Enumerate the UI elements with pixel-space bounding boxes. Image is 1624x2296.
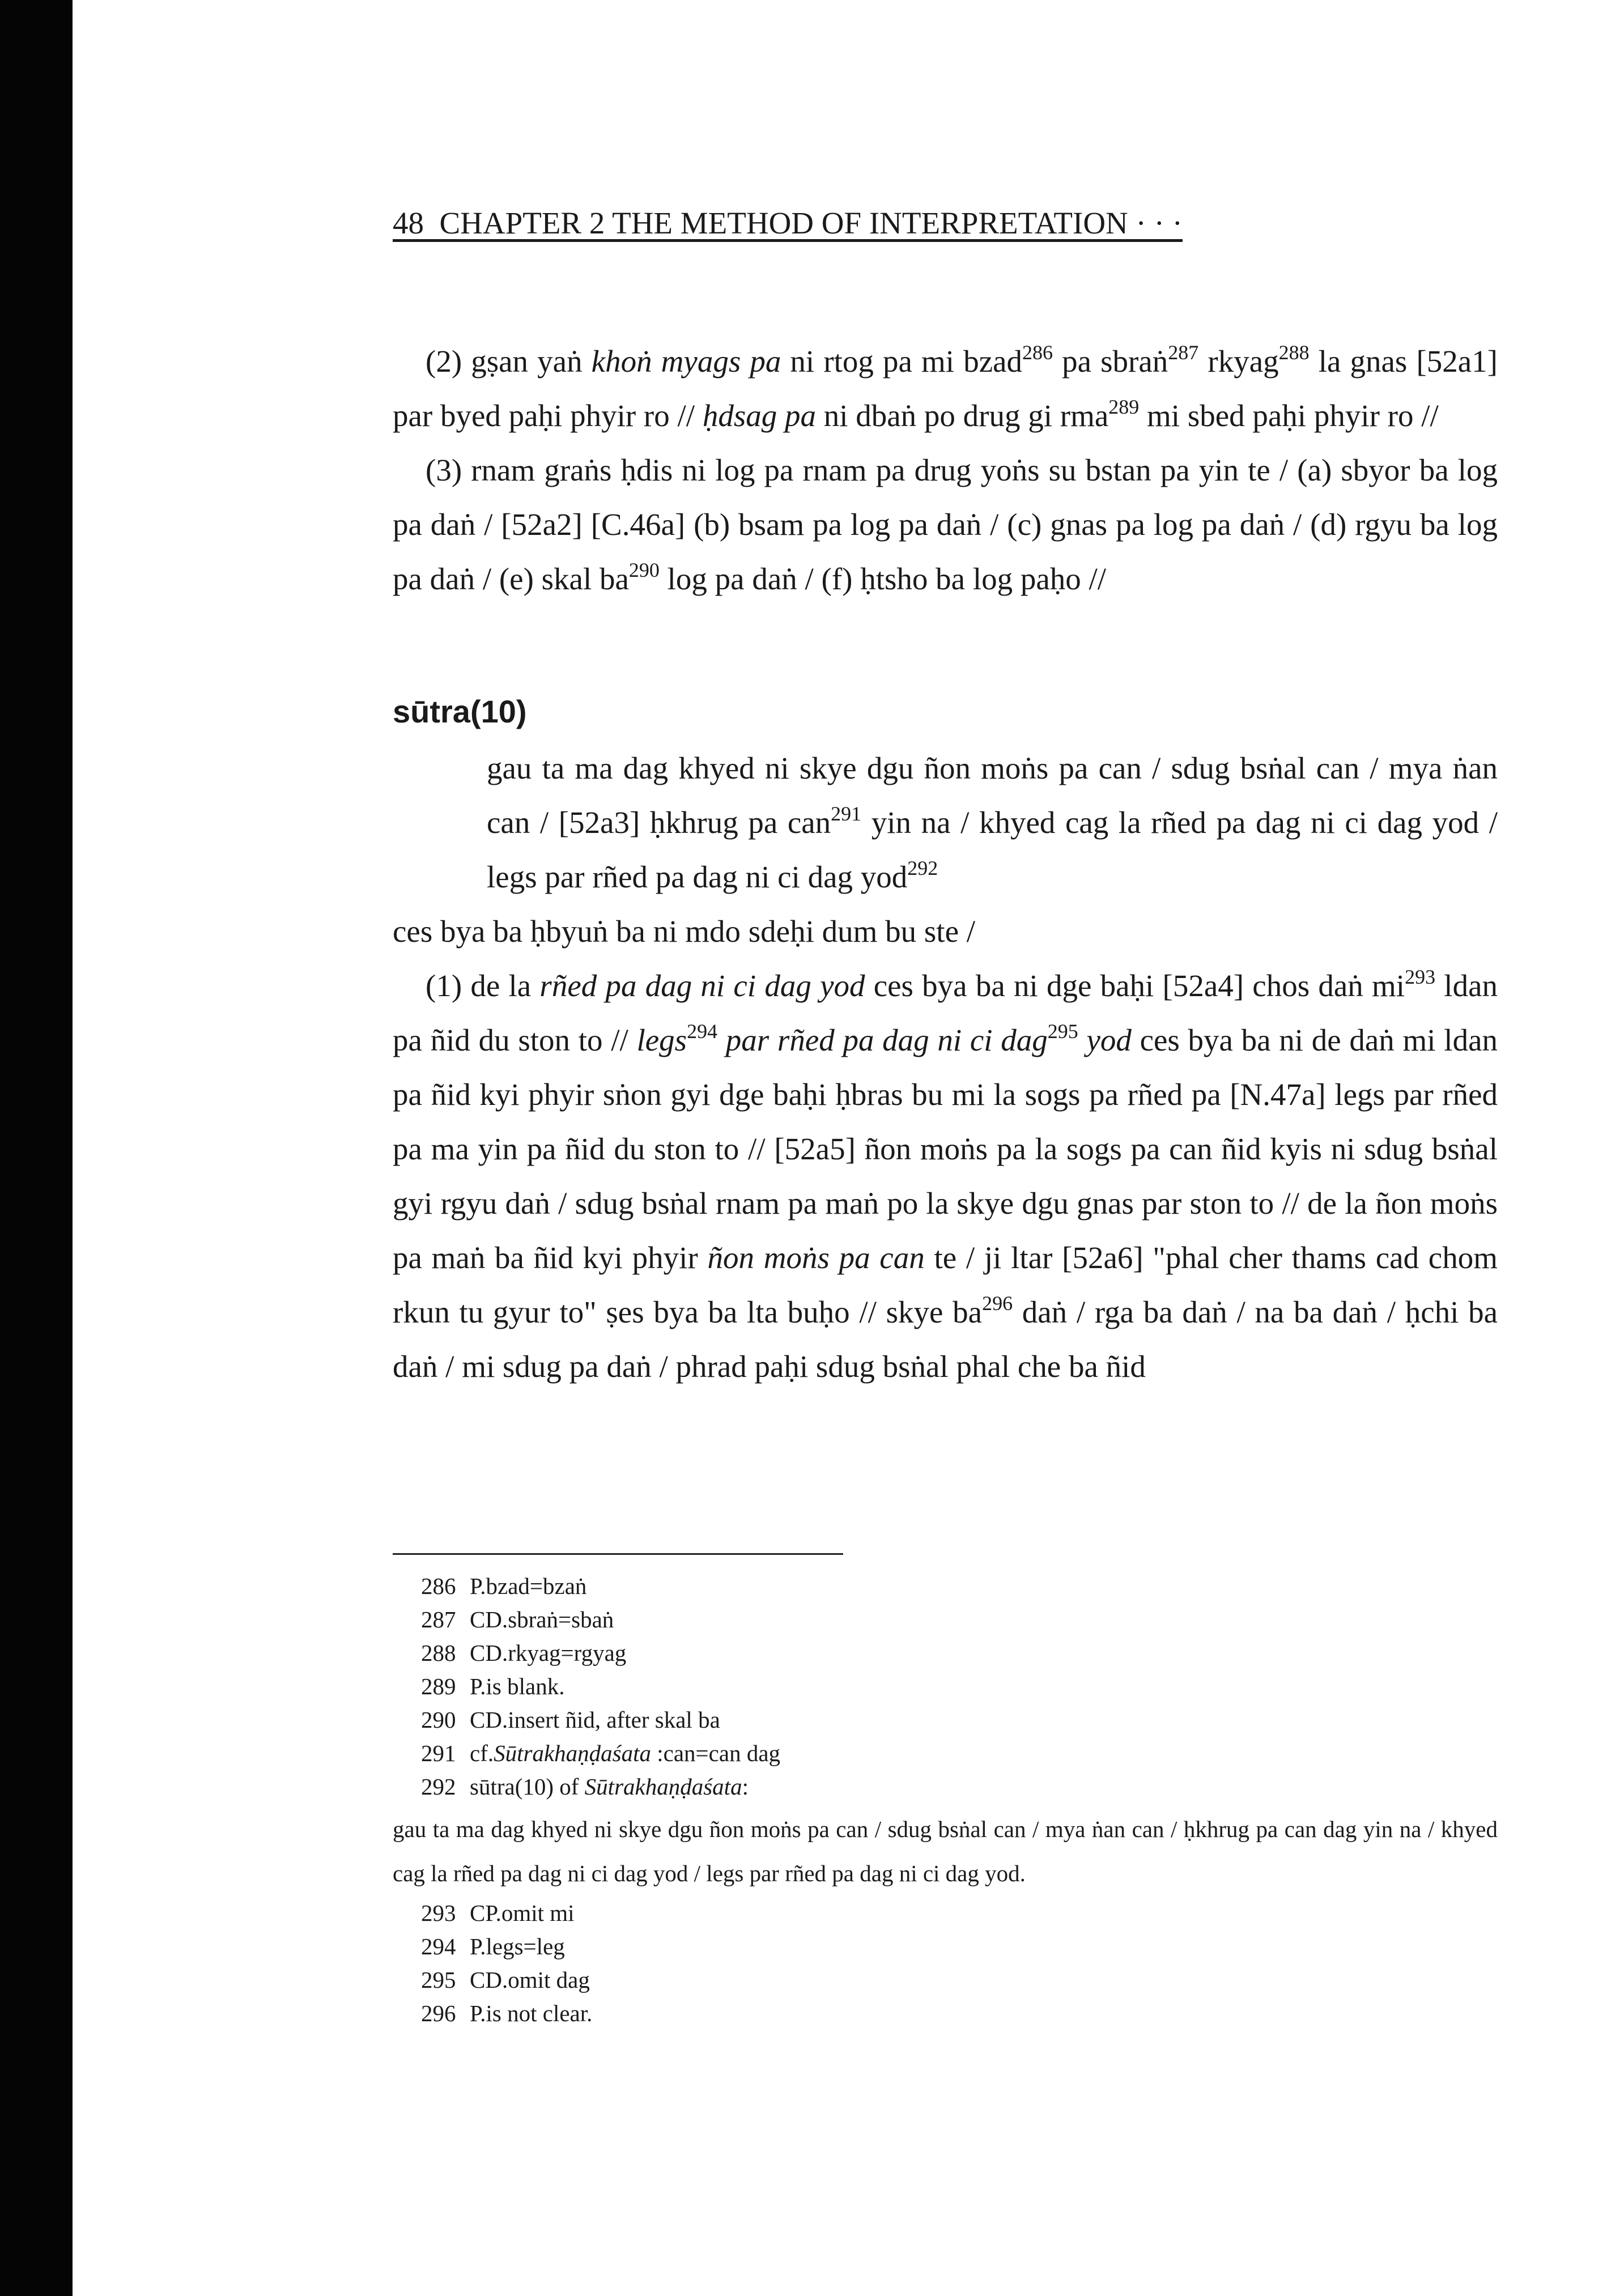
footnote-ref: 288 <box>1278 341 1310 364</box>
text-run: (2) gṣan yaṅ <box>426 344 592 379</box>
footnote-quote: gau ta ma dag khyed ni skye dgu ñon moṅs pa can / sdug bsṅal can / mya ṅan can / ḥkhrug pa can dag yin na / khyed cag la rñed pa dag ni ci dag yod / legs par rñed pa dag ni ci dag yod. <box>393 1816 1498 1886</box>
footnote-ref: 290 <box>628 559 660 581</box>
text-run: pa sbraṅ <box>1053 344 1168 379</box>
page-number: 48 <box>393 206 424 240</box>
running-title: CHAPTER 2 THE METHOD OF INTERPRETATION · · · <box>439 206 1183 240</box>
footnote-293 <box>393 1897 1498 1930</box>
footnote-text: P.legs=leg <box>470 1933 565 1959</box>
footnote-291 <box>393 1737 1498 1770</box>
binding-edge-bar <box>0 0 73 2296</box>
footnote-separator <box>393 1553 843 1555</box>
text-run: ni dbaṅ po drug gi rma <box>815 398 1109 433</box>
footnote-text: : <box>742 1774 749 1800</box>
footnote-ref: 287 <box>1168 341 1199 364</box>
footnote-288 <box>393 1636 1498 1670</box>
italic-title: Sūtrakhaṇḍaśata <box>584 1774 742 1800</box>
sutra-intro-line: ces bya ba ḥbyuṅ ba ni mdo sdeḥi dum bu ste / <box>393 914 976 949</box>
footnote-286 <box>393 1570 1498 1603</box>
footnote-text: CD.insert ñid, after skal ba <box>470 1707 720 1733</box>
footnote-number: 296 <box>421 2000 456 2026</box>
italic-term: ḥdsag pa <box>702 398 816 433</box>
footnote-ref: 294 <box>687 1020 718 1043</box>
text-run: mi sbed paḥi phyir ro // <box>1139 398 1439 433</box>
footnote-ref: 293 <box>1405 966 1436 988</box>
footnote-text: :can=can dag <box>651 1740 781 1766</box>
footnotes <box>393 1570 1498 2030</box>
footnote-text: P.is not clear. <box>470 2000 593 2026</box>
paragraph-2 <box>393 334 1498 443</box>
footnote-number: 294 <box>421 1933 456 1959</box>
text-run: la gnas [52a1] par byed paḥi phyir ro // <box>393 344 1498 433</box>
footnote-text: cf. <box>470 1740 494 1766</box>
text-run: (3) rnam graṅs ḥdis ni log pa rnam pa drug yoṅs su bstan pa yin te / (a) sbyor ba log pa daṅ / [52a2] [C.46a] (b) bsam pa log pa daṅ / (c) gnas pa log pa daṅ / (d) rgyu ba log pa daṅ / (e) skal ba <box>393 453 1498 596</box>
text-run: te / ji ltar [52a6] "phal cher thams cad chom rkun tu gyur to" ṣes bya ba lta buḥo // skye ba <box>393 1240 1498 1329</box>
main-text <box>393 334 1498 1394</box>
footnote-text: CD.rkyag=rgyag <box>470 1640 627 1666</box>
text-run: (1) de la <box>426 968 540 1003</box>
text-run: ldan pa ñid du ston to // <box>393 968 1498 1057</box>
italic-term: yod <box>1078 1023 1132 1057</box>
footnote-text: CD.omit dag <box>470 1967 590 1993</box>
footnote-ref: 296 <box>982 1292 1013 1315</box>
footnote-number: 292 <box>421 1774 456 1800</box>
footnote-296 <box>393 1997 1498 2030</box>
footnote-ref: 286 <box>1022 341 1053 364</box>
footnote-295 <box>393 1963 1498 1997</box>
footnote-ref: 295 <box>1047 1020 1078 1043</box>
footnote-text: CP.omit mi <box>470 1900 575 1926</box>
footnote-ref: 291 <box>831 802 862 825</box>
footnote-number: 289 <box>421 1673 456 1699</box>
text-run: log pa daṅ / (f) ḥtsho ba log paḥo // <box>659 562 1107 596</box>
footnote-ref: 292 <box>907 857 938 879</box>
sutra-quote <box>393 741 1498 904</box>
text-run: ces bya ba ni dge baḥi [52a4] chos daṅ mi <box>865 968 1405 1003</box>
footnote-ref: 289 <box>1108 396 1140 418</box>
italic-term: par rñed pa dag ni ci dag <box>717 1023 1048 1057</box>
footnote-text: P.bzad=bzaṅ <box>470 1573 587 1599</box>
italic-term: legs <box>636 1023 687 1057</box>
footnote-number: 291 <box>421 1740 456 1766</box>
footnote-number: 290 <box>421 1707 456 1733</box>
text-run: yin na / khyed cag la rñed pa dag ni ci dag yod / legs par rñed pa dag ni ci dag yod <box>487 805 1498 894</box>
footnote-292 <box>393 1770 1498 1804</box>
paragraph-3 <box>393 443 1498 606</box>
footnote-number: 295 <box>421 1967 456 1993</box>
footnote-number: 287 <box>421 1606 456 1632</box>
footnote-text: CD.sbraṅ=sbaṅ <box>470 1606 614 1632</box>
footnote-text: sūtra(10) of <box>470 1774 585 1800</box>
section-heading: sūtra(10) <box>393 694 527 729</box>
footnote-287 <box>393 1603 1498 1636</box>
text-run: ces bya ba ni de daṅ mi ldan pa ñid kyi phyir sṅon gyi dge baḥi ḥbras bu mi la sogs pa rñed pa [N.47a] legs par rñed pa ma yin pa ñid du ston to // [52a5] ñon moṅs pa la sogs pa can ñid kyis ni sdug bsṅal gyi rgyu daṅ / sdug bsṅal rnam pa maṅ po la skye dgu gnas par ston to // de la ñon moṅs pa maṅ ba ñid kyi phyir <box>393 1023 1498 1275</box>
running-header <box>393 205 1311 241</box>
text-run: rkyag <box>1198 344 1279 379</box>
footnote-294 <box>393 1930 1498 1963</box>
italic-term: khoṅ myags pa <box>591 344 781 379</box>
footnote-number: 293 <box>421 1900 456 1926</box>
italic-title: Sūtrakhaṇḍaśata <box>494 1740 652 1766</box>
footnote-number: 286 <box>421 1573 456 1599</box>
italic-term: ñon moṅs pa can <box>707 1240 925 1275</box>
italic-term: rñed pa dag ni ci dag yod <box>539 968 865 1003</box>
text-run: daṅ / rga ba daṅ / na ba daṅ / ḥchi ba daṅ / mi sdug pa daṅ / phrad paḥi sdug bsṅal phal che ba ñid <box>393 1295 1498 1384</box>
paragraph-1 <box>393 959 1498 1394</box>
text-run: ni rtog pa mi bzad <box>781 344 1023 379</box>
text-run: gau ta ma dag khyed ni skye dgu ñon moṅs pa can / sdug bsṅal can / mya ṅan can / [52a3] ḥkhrug pa can <box>487 751 1498 840</box>
footnote-number: 288 <box>421 1640 456 1666</box>
footnote-text: P.is blank. <box>470 1673 565 1699</box>
footnote-290 <box>393 1703 1498 1737</box>
footnote-289 <box>393 1670 1498 1703</box>
